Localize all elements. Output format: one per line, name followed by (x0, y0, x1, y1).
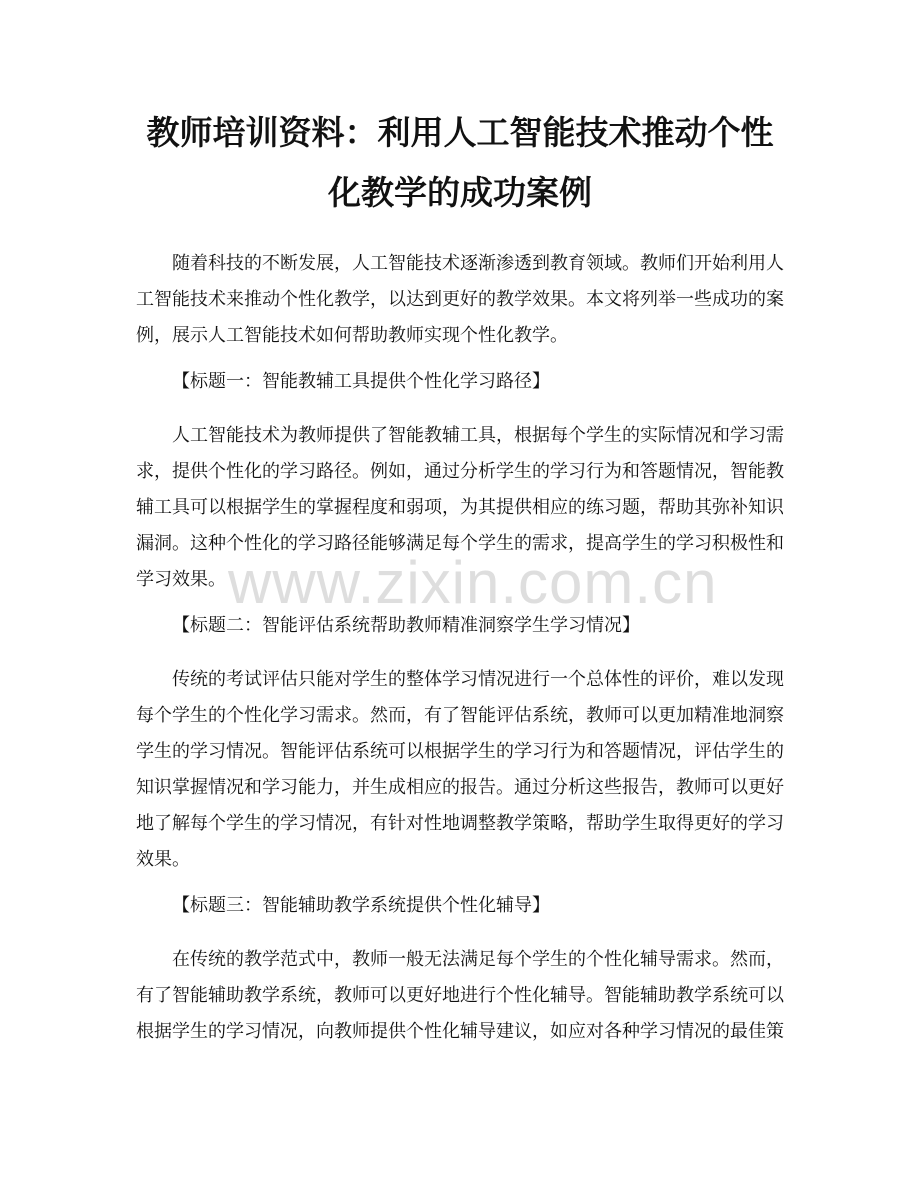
text-line: 工智能技术来推动个性化教学，以达到更好的教学效果。本文将列举一些成功的案 (136, 289, 784, 310)
text-line: 每个学生的个性化学习需求。然而，有了智能评估系统，教师可以更加精准地洞察 (136, 705, 784, 726)
document-title-line-2: 化教学的成功案例 (328, 173, 592, 212)
text-line: 辅工具可以根据学生的掌握程度和弱项，为其提供相应的练习题，帮助其弥补知识 (136, 497, 784, 518)
text-line: 【标题三：智能辅助教学系统提供个性化辅导】 (172, 895, 550, 916)
text-line: 学生的学习情况。智能评估系统可以根据学生的学习行为和答题情况，评估学生的 (136, 741, 784, 762)
watermark: www.zixin.com.cn (228, 549, 718, 616)
text-line: 人工智能技术为教师提供了智能教辅工具，根据每个学生的实际情况和学习需 (172, 425, 784, 446)
text-line: 学习效果。 (136, 569, 226, 590)
text-line: 效果。 (136, 849, 190, 870)
paragraph (136, 942, 796, 1050)
text-line: 在传统的教学范式中，教师一般无法满足每个学生的个性化辅导需求。然而， (172, 949, 784, 970)
text-line: 【标题二：智能评估系统帮助教师精准洞察学生学习情况】 (172, 615, 640, 636)
section-heading (136, 608, 796, 644)
text-line: 漏洞。这种个性化的学习路径能够满足每个学生的需求，提高学生的学习积极性和 (136, 533, 784, 554)
text-line: 【标题一：智能教辅工具提供个性化学习路径】 (172, 371, 550, 392)
document-body (136, 246, 796, 1050)
text-line: 例，展示人工智能技术如何帮助教师实现个性化教学。 (136, 325, 568, 346)
text-line: 根据学生的学习情况，向教师提供个性化辅导建议，如应对各种学习情况的最佳策 (136, 1021, 784, 1042)
paragraph (136, 662, 796, 878)
paragraph (136, 418, 796, 598)
paragraph (136, 246, 796, 354)
text-line: 知识掌握情况和学习能力，并生成相应的报告。通过分析这些报告，教师可以更好 (136, 777, 784, 798)
text-line: 求，提供个性化的学习路径。例如，通过分析学生的学习行为和答题情况，智能教 (136, 461, 784, 482)
section-heading (136, 364, 796, 400)
text-line: 地了解每个学生的学习情况，有针对性地调整教学策略，帮助学生取得更好的学习 (136, 813, 784, 834)
section-heading (136, 888, 796, 924)
text-line: 传统的考试评估只能对学生的整体学习情况进行一个总体性的评价，难以发现 (172, 669, 784, 690)
text-line: 有了智能辅助教学系统，教师可以更好地进行个性化辅导。智能辅助教学系统可以 (136, 985, 784, 1006)
document-title-line-1: 教师培训资料：利用人工智能技术推动个性 (146, 113, 774, 152)
text-line: 随着科技的不断发展，人工智能技术逐渐渗透到教育领域。教师们开始利用人 (172, 253, 784, 274)
